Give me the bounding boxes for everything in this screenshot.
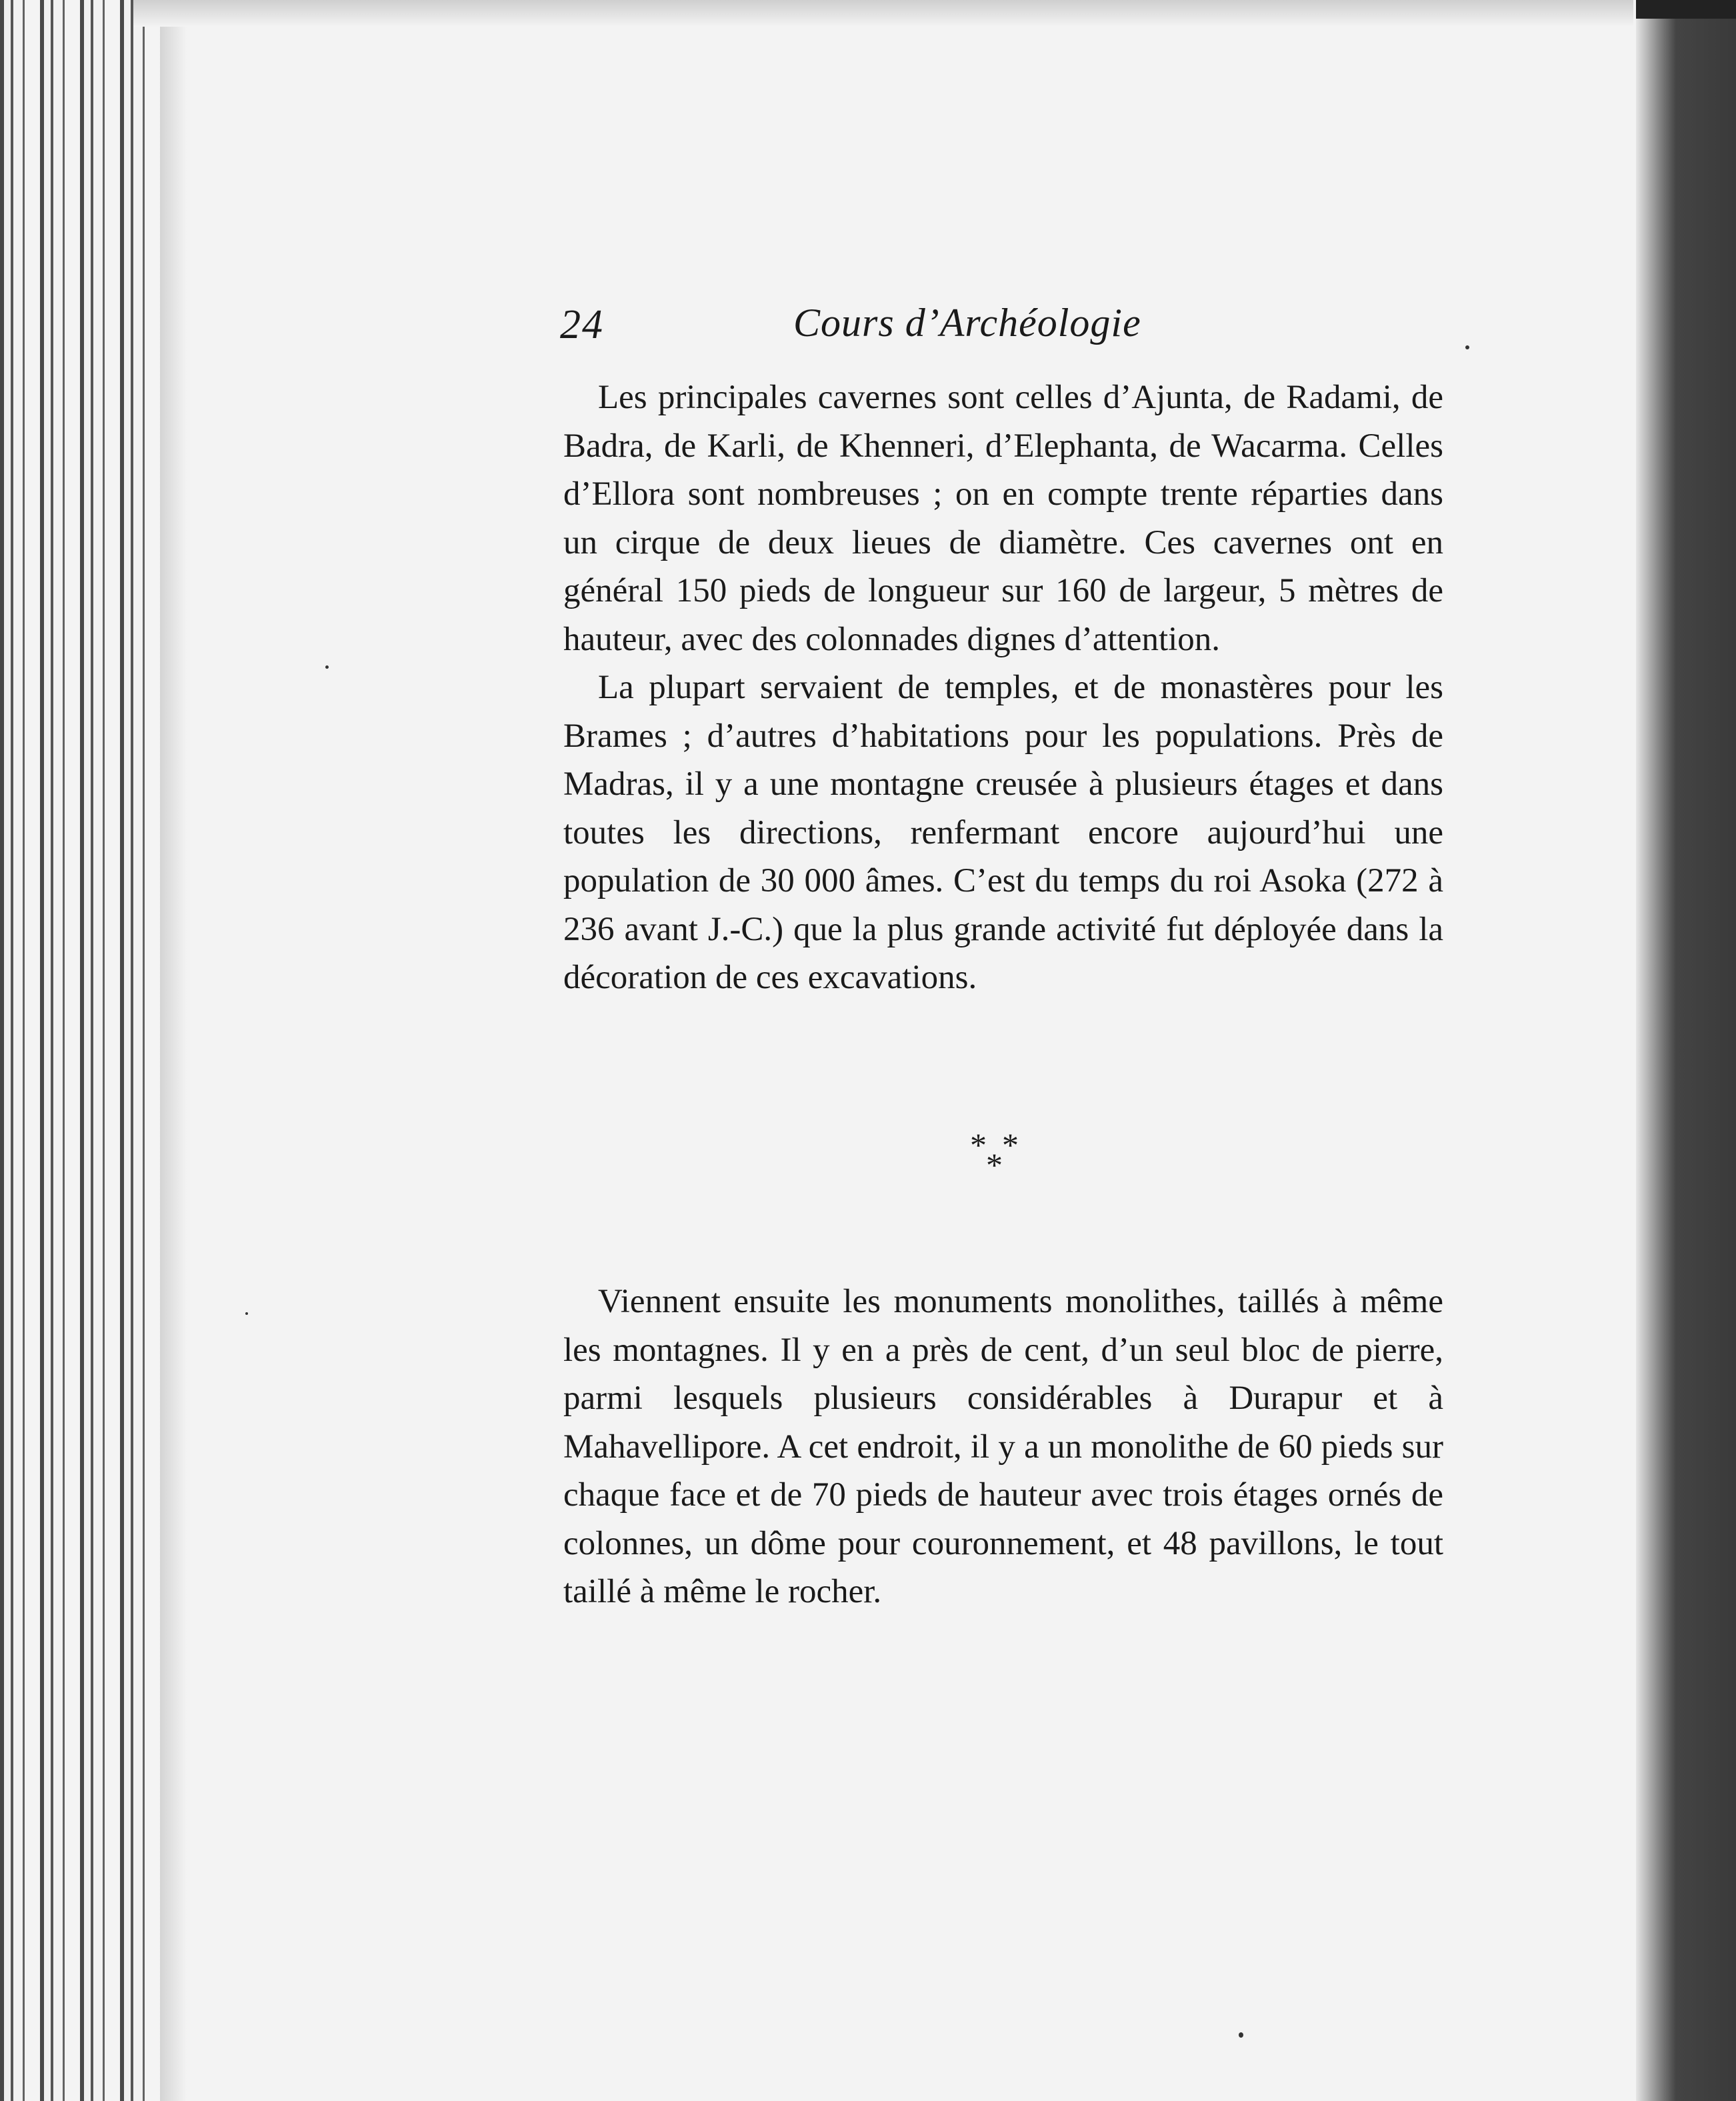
scan-speck	[245, 1312, 248, 1315]
body-text-section-1	[563, 373, 1443, 1002]
body-text-section-2	[563, 1278, 1443, 1616]
paragraph-monoliths: Viennent ensuite les monuments monolithes, taillés à même les montagnes. Il y en a près de cent, d’un seul bloc de pierre, parmi lesquels plusieurs considérables à Durapur et à Mahavellipore. A cet endroit, il y a un monolithe de 60 pieds sur chaque face et de 70 pieds de hauteur avec trois étages ornés de colonnes, un dôme pour couronnement, et 48 pavillons, le tout taillé à même le rocher.	[563, 1283, 1443, 1610]
asterism-star: *	[1002, 1126, 1019, 1164]
book-gutter-edge	[0, 0, 160, 2101]
asterism-star: *	[970, 1126, 987, 1164]
page-corner	[1636, 0, 1736, 19]
asterism-separator	[970, 1128, 1077, 1188]
page-number: 24	[560, 302, 604, 347]
scan-speck	[1239, 2032, 1243, 2038]
book-page	[187, 27, 1636, 2101]
page-right-edge	[1636, 0, 1736, 2101]
page-top-edge	[133, 0, 1633, 27]
asterism-star: *	[986, 1146, 1003, 1184]
gutter-shadow	[160, 0, 187, 2101]
scan-speck	[1465, 345, 1469, 349]
running-head	[560, 287, 1393, 353]
paragraph-caves: Les principales cavernes sont celles d’Ajunta, de Radami, de Badra, de Karli, de Khenneri, d’Elephanta, de Wacarma. Celles d’Ellora sont nombreuses ; on en compte trente réparties dans un cirque de deux lieues de diamètre. Ces cavernes ont en général 150 pieds de longueur sur 160 de largeur, 5 mètres de hauteur, avec des colonnades dignes d’attention.	[563, 379, 1443, 658]
paragraph-temples: La plupart servaient de temples, et de monastères pour les Brames ; d’autres d’habitations pour les populations. Près de Madras, il y a une montagne creusée à plusieurs étages et dans toutes les directions, renfermant encore aujourd’hui une population de 30 000 âmes. C’est du temps du roi Asoka (272 à 236 avant J.-C.) que la plus grande activité fut déployée dans la décoration de ces excavations.	[563, 669, 1443, 996]
scan-speck	[325, 665, 329, 669]
running-title: Cours d’Archéologie	[793, 301, 1141, 345]
